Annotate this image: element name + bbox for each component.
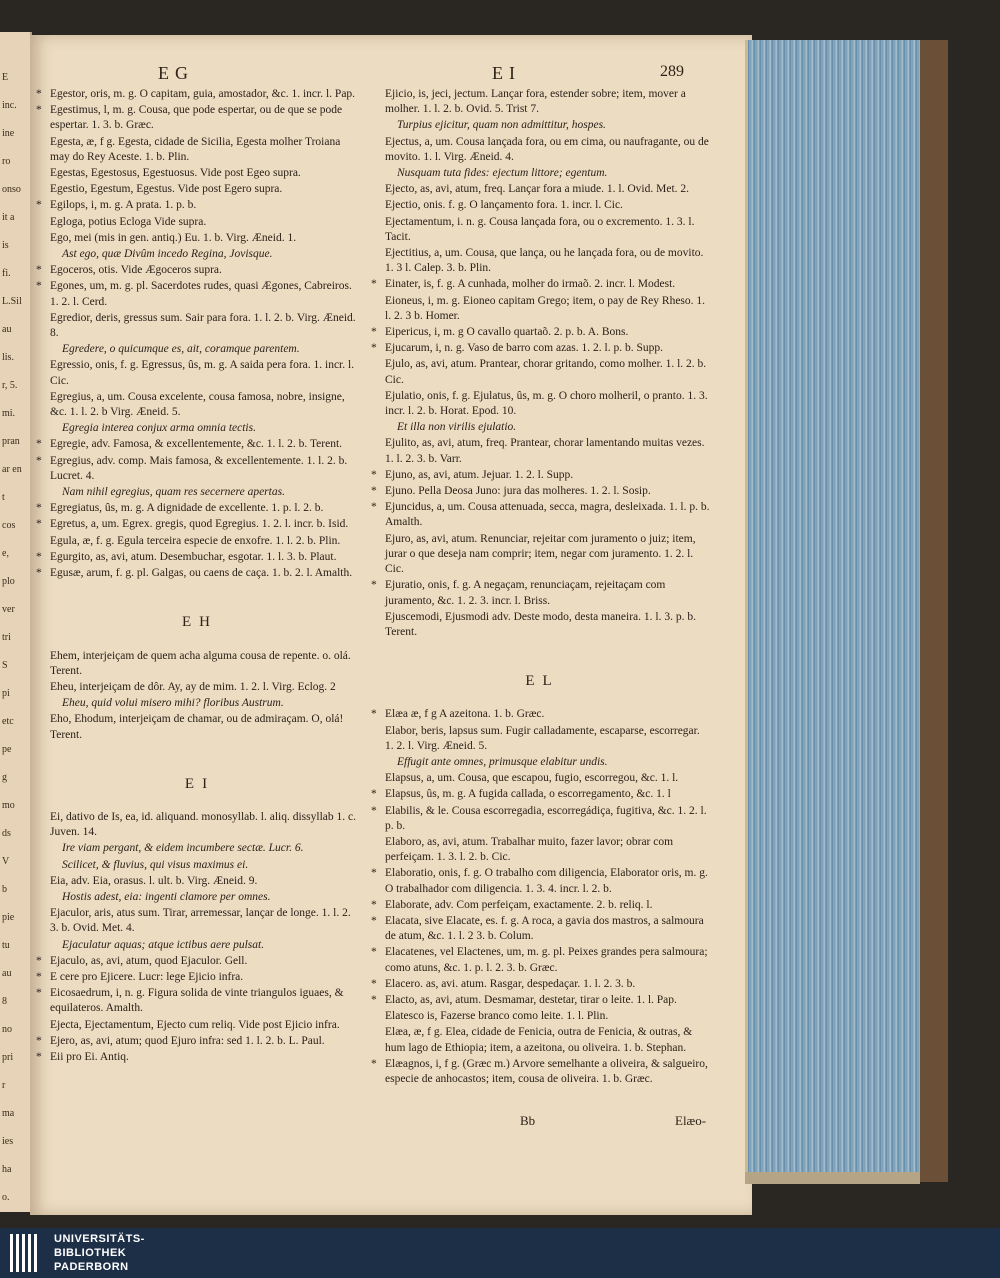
entry-text: Ejectio, onis. f. g. O lançamento fora. 1. incr. l. Cic. <box>385 199 623 212</box>
entry-text: Elaboro, as, avi, atum. Trabalhar muito, fazer lavor; obrar com perfeiçam. 1. 3. l. 2. b. Cic. <box>385 835 674 864</box>
dictionary-entry <box>375 198 710 213</box>
dictionary-entry <box>375 1009 710 1024</box>
entry-text: Egoceros, otis. Vide Ægoceros supra. <box>50 264 222 277</box>
entry-text: Ejucarum, i, n. g. Vaso de barro com azas. 1. 2. l. p. b. Supp. <box>385 342 663 355</box>
dictionary-entry <box>371 468 710 483</box>
entry-text: Ast ego, quæ Divûm incedo Regina, Jovisque. <box>62 248 273 261</box>
entry-text: Ejecta, Ejectamentum, Ejecto cum reliq. Vide post Ejicio infra. <box>50 1018 340 1031</box>
dictionary-entry <box>36 1034 360 1049</box>
section-heading-eh: EH <box>182 614 218 631</box>
entry-text: Egressio, onis, f. g. Egressus, ûs, m. g. A saida pera fora. 1. incr. l. Cic. <box>50 359 355 387</box>
entry-text: Turpius ejicitur, quam non admittitur, hospes. <box>397 119 606 132</box>
dictionary-entry <box>371 977 710 992</box>
left-page-fragment <box>0 32 32 1212</box>
library-logo-text <box>54 1232 145 1274</box>
quotation-line <box>375 755 710 770</box>
left-page-text-fragment: r, 5. <box>2 380 18 391</box>
left-page-text-fragment: pi <box>2 688 10 699</box>
dictionary-entry <box>40 182 360 197</box>
asterisk-marker-icon: * <box>36 1034 42 1047</box>
entry-text: Ego, mei (mis in gen. antiq.) Eu. 1. b. Virg. Æneid. 1. <box>50 231 297 244</box>
dictionary-entry <box>371 1057 710 1087</box>
dictionary-entry <box>40 810 360 840</box>
dictionary-entry <box>375 1025 710 1055</box>
entry-text: Egilops, i, m. g. A prata. 1. p. b. <box>50 199 197 212</box>
dictionary-entry <box>36 198 360 213</box>
left-page-text-fragment: ies <box>2 1136 14 1147</box>
entry-text: Elatesco is, Fazerse branco como leite. 1. l. Plin. <box>385 1010 609 1023</box>
asterisk-marker-icon: * <box>36 88 42 100</box>
dictionary-entry <box>371 500 710 530</box>
entry-text: Scilicet, & fluvius, qui visus maximus ei. <box>62 858 249 871</box>
entry-text: Ejaculo, as, avi, atum, quod Ejaculor. Gell. <box>50 954 248 967</box>
dictionary-entry <box>371 484 710 499</box>
dictionary-entry <box>40 135 360 165</box>
eh-entry-list <box>40 649 360 743</box>
asterisk-marker-icon: * <box>36 454 42 467</box>
dictionary-entry <box>40 166 360 181</box>
ei-entry-list-right <box>371 87 710 640</box>
left-page-text-fragment: tu <box>2 940 10 951</box>
asterisk-marker-icon: * <box>36 550 42 563</box>
entry-text: Egretus, a, um. Egrex. gregis, quod Egregius. 1. 2. l. incr. b. Isid. <box>50 518 349 531</box>
left-running-head: EG <box>158 63 194 83</box>
dictionary-entry <box>36 263 360 278</box>
entry-text: Egones, um, m. g. pl. Sacerdotes rudes, quasi Ægones, Cabreiros. 1. 2. l. Cerd. <box>50 280 352 308</box>
entry-text: Egesta, æ, f g. Egesta, cidade de Sicilia, Egesta molher Troiana may do Rey Aceste. 1. b. Plin. <box>50 135 341 163</box>
entry-text: Et illa non virilis ejulatio. <box>397 421 517 434</box>
left-page-text-fragment: o. <box>2 1192 10 1203</box>
entry-text: Egestas, Egestosus, Egestuosus. Vide post Egeo supra. <box>50 167 301 180</box>
dictionary-entry <box>371 945 710 975</box>
entry-text: Eii pro Ei. Antiq. <box>50 1050 129 1063</box>
entry-text: Elabor, beris, lapsus sum. Fugir calladamente, escaparse, escorregar. 1. 2. l. Virg. Æneid. 5. <box>385 724 700 752</box>
entry-text: Ejectus, a, um. Cousa lançada fora, ou em cima, ou naufragante, ou de movito. 1. l. Virg. Æneid. 4. <box>385 135 709 163</box>
entry-text: Ejuno. Pella Deosa Juno: jura das molheres. 1. 2. l. Sosip. <box>385 485 651 498</box>
left-page-text-fragment: ds <box>2 828 11 839</box>
entry-text: Egredior, deris, gressus sum. Sair para fora. 1. l. 2. b. Virg. Æneid. 8. <box>50 311 356 340</box>
asterisk-marker-icon: * <box>371 278 377 291</box>
entry-text: Elacatenes, vel Elactenes, um, m. g. pl. Peixes grandes pera salmoura; como atuns, &c. 1. p. l. 2. 3. b. Græc. <box>385 946 708 974</box>
entry-text: Hostis adest, eia: ingenti clamore per omnes. <box>62 890 271 903</box>
entry-text: Ejulito, as, avi, atum, freq. Prantear, chorar lamentando muitas vezes. 1. l. 2. 3. b. Varr. <box>385 437 705 465</box>
asterisk-marker-icon: * <box>371 326 377 339</box>
entry-text: Egula, æ, f. g. Egula terceira especie de enxofre. 1. l. 2. b. Plin. <box>50 534 341 547</box>
left-page-text-fragment: cos <box>2 520 16 531</box>
dictionary-entry <box>371 277 710 292</box>
library-logo-icon <box>10 1234 44 1272</box>
logo-line-3: PADERBORN <box>54 1261 129 1273</box>
dictionary-entry <box>371 898 710 913</box>
entry-text: Ejuncidus, a, um. Cousa attenuada, secca, magra, desleixada. 1. l. p. b. Amalth. <box>385 501 710 529</box>
dictionary-entry <box>36 517 360 532</box>
entry-text: Egregia interea conjux arma omnia tectis. <box>62 422 256 435</box>
entry-text: Elaborate, adv. Com perfeiçam, exactamente. 2. b. reliq. l. <box>385 898 653 911</box>
dictionary-entry <box>371 787 710 802</box>
dictionary-entry <box>375 215 710 245</box>
dictionary-entry <box>371 707 710 722</box>
entry-text: Egloga, potius Ecloga Vide supra. <box>50 215 207 228</box>
asterisk-marker-icon: * <box>371 898 377 911</box>
dictionary-entry <box>40 1018 360 1033</box>
dictionary-entry <box>36 954 360 969</box>
catchword: Elæo- <box>675 1113 707 1128</box>
asterisk-marker-icon: * <box>36 199 42 212</box>
dictionary-entry <box>40 906 360 936</box>
left-page-text-fragment: pie <box>2 912 15 923</box>
asterisk-marker-icon: * <box>36 987 42 1000</box>
left-column <box>36 87 360 1066</box>
entry-text: Ejectitius, a, um. Cousa, que lança, ou he lançada fora, ou de movito. 1. 3 l. Calep. 3. b. Plin. <box>385 247 704 275</box>
dictionary-entry <box>371 993 710 1008</box>
entry-text: Elacero. as, avi. atum. Rasgar, despedaçar. 1. l. 2. 3. b. <box>385 977 636 990</box>
entry-text: Ire viam pergant, & eidem incumbere sectæ. Lucr. 6. <box>62 842 304 855</box>
asterisk-marker-icon: * <box>36 104 42 117</box>
entry-text: Egregius, adv. comp. Mais famosa, & excellentemente. 1. l. 2. b. Lucret. 4. <box>50 454 348 482</box>
dictionary-entry <box>371 578 710 608</box>
entry-text: Nam nihil egregius, quam res secernere apertas. <box>62 486 285 499</box>
asterisk-marker-icon: * <box>371 804 377 817</box>
dictionary-entry <box>36 454 360 484</box>
dictionary-entry <box>40 231 360 246</box>
dictionary-entry <box>36 87 360 102</box>
dictionary-entry <box>375 389 710 419</box>
entry-text: Elæa æ, f g A azeitona. 1. b. Græc. <box>385 708 545 721</box>
left-page-text-fragment: lis. <box>2 352 14 363</box>
dictionary-entry <box>375 246 710 276</box>
left-page-text-fragment: onso <box>2 184 21 195</box>
page-block-bottom <box>745 1172 920 1184</box>
asterisk-marker-icon: * <box>36 280 42 293</box>
entry-text: Effugit ante omnes, primusque elabitur undis. <box>397 755 608 768</box>
quotation-line <box>375 118 710 133</box>
asterisk-marker-icon: * <box>371 977 377 990</box>
quotation-line <box>40 247 360 262</box>
asterisk-marker-icon: * <box>371 946 377 959</box>
quotation-line <box>40 938 360 953</box>
entry-text: Elapsus, a, um. Cousa, que escapou, fugio, escorregou, &c. 1. l. <box>385 772 679 785</box>
entry-text: Eho, Ehodum, interjeiçam de chamar, ou de admiraçam. O, olá! Terent. <box>50 713 344 741</box>
entry-text: Egregiatus, ûs, m. g. A dignidade de excellente. 1. p. l. 2. b. <box>50 502 324 515</box>
dictionary-entry <box>36 566 360 581</box>
entry-text: Elæa, æ, f g. Elea, cidade de Fenicia, outra de Fenicia, & outras, & hum lago de Ethiopia; item, a azeitona, ou oliveira. 1. b. Stephan. <box>385 1026 693 1054</box>
entry-text: Ejaculor, aris, atus sum. Tirar, arremessar, lançar de longe. 1. l. 2. 3. b. Ovid. Met. 4. <box>50 907 351 935</box>
entry-text: Elacata, sive Elacate, es. f. g. A roca, a gavia dos mastros, a salmoura de atum, &c. 1. l. 2 3. b. Colum. <box>385 914 704 943</box>
dictionary-entry <box>375 771 710 786</box>
left-page-text-fragment: pran <box>2 436 20 447</box>
entry-text: E cere pro Ejicere. Lucr: lege Ejicio infra. <box>50 970 244 983</box>
dictionary-entry <box>371 914 710 944</box>
asterisk-marker-icon: * <box>371 914 377 927</box>
left-page-text-fragment: S <box>2 660 8 671</box>
dictionary-entry <box>40 649 360 679</box>
left-page-text-fragment: b <box>2 884 7 895</box>
quotation-line <box>40 421 360 436</box>
left-page-text-fragment: au <box>2 968 12 979</box>
entry-text: Egestimus, l, m. g. Cousa, que pode espertar, ou de que se pode espertar. 1. 3. b. Græc. <box>50 104 343 132</box>
page-number: 289 <box>660 63 684 80</box>
entry-text: Einater, is, f. g. A cunhada, molher do irmaõ. 2. incr. l. Modest. <box>385 278 676 291</box>
left-page-text-fragment: au <box>2 324 12 335</box>
dictionary-entry <box>40 215 360 230</box>
entry-text: Egredere, o quicumque es, ait, coramque parentem. <box>62 343 300 356</box>
el-entry-list <box>371 707 710 1087</box>
entry-text: Ejulo, as, avi, atum. Prantear, chorar gritando, como molher. 1. l. 2. b. Cic. <box>385 358 707 386</box>
entry-text: Eicosaedrum, i, n. g. Figura solida de vinte triangulos iguaes, & equilateros. Amalth. <box>50 987 344 1015</box>
dictionary-entry <box>375 294 710 324</box>
quotation-line <box>40 890 360 905</box>
asterisk-marker-icon: * <box>371 579 377 592</box>
entry-text: Ejero, as, avi, atum; quod Ejuro infra: sed 1. l. 2. b. L. Paul. <box>50 1034 325 1047</box>
left-page-text-fragment: g <box>2 772 7 783</box>
entry-text: Egestor, oris, m. g. O capitam, guia, amostador, &c. 1. incr. l. Pap. <box>50 88 356 100</box>
dictionary-entry <box>375 87 710 117</box>
entry-text: Ejulatio, onis, f. g. Ejulatus, ûs, m. g. O choro molheril, o pranto. 1. 3. incr. l. 2. b. Horat. Epod. 10. <box>385 389 708 418</box>
dictionary-entry <box>36 437 360 452</box>
entry-text: Eia, adv. Eia, orasus. l. ult. b. Virg. Æneid. 9. <box>50 874 258 887</box>
entry-text: Eheu, interjeiçam de dôr. Ay, ay de mim. 1. 2. l. Virg. Eclog. 2 <box>50 680 336 693</box>
entry-text: Ejectamentum, i. n. g. Cousa lançada fora, ou o excremento. 1. 3. l. Tacit. <box>385 215 695 243</box>
asterisk-marker-icon: * <box>36 438 42 451</box>
left-page-text-fragment: etc <box>2 716 14 727</box>
dictionary-entry <box>375 532 710 578</box>
asterisk-marker-icon: * <box>36 567 42 580</box>
asterisk-marker-icon: * <box>371 788 377 801</box>
dictionary-entry <box>40 358 360 388</box>
asterisk-marker-icon: * <box>371 501 377 514</box>
left-page-text-fragment: ro <box>2 156 11 167</box>
entry-text: Elapsus, ûs, m. g. A fugida callada, o escorregamento, &c. 1. l <box>385 788 671 801</box>
quotation-line <box>375 166 710 181</box>
entry-text: Ejuscemodi, Ejusmodi adv. Deste modo, desta maneira. 1. l. 3. p. b. Terent. <box>385 610 696 638</box>
quotation-line <box>40 696 360 711</box>
dictionary-entry <box>36 279 360 309</box>
left-page-text-fragment: it a <box>2 212 15 223</box>
dictionary-entry <box>40 680 360 695</box>
quotation-line <box>40 342 360 357</box>
left-page-text-fragment: 8 <box>2 996 7 1007</box>
quotation-line <box>375 420 710 435</box>
left-page-text-fragment: mi. <box>2 408 16 419</box>
section-heading-ei: EI <box>184 775 216 792</box>
asterisk-marker-icon: * <box>371 708 377 721</box>
entry-text: Ei, dativo de Is, ea, id. aliquand. monosyllab. l. aliq. dissyllab 1. c. Juven. 14. <box>50 810 356 839</box>
dictionary-entry <box>36 970 360 985</box>
dictionary-entry <box>40 311 360 341</box>
dictionary-entry <box>371 866 710 896</box>
quotation-line <box>40 841 360 856</box>
left-page-text-fragment: ma <box>2 1108 15 1119</box>
asterisk-marker-icon: * <box>36 264 42 277</box>
dictionary-entry <box>375 724 710 754</box>
asterisk-marker-icon: * <box>371 485 377 498</box>
ei-entry-list-left <box>36 810 360 1065</box>
asterisk-marker-icon: * <box>371 468 377 481</box>
right-running-head: EI <box>492 63 521 83</box>
left-page-text-fragment: L.Sil <box>2 296 22 307</box>
logo-line-2: BIBLIOTHEK <box>54 1247 127 1259</box>
entry-text: Egestio, Egestum, Egestus. Vide post Egero supra. <box>50 183 283 196</box>
dictionary-entry <box>375 610 710 640</box>
left-page-text-fragment: e, <box>2 548 9 559</box>
left-page-text-fragment: plo <box>2 576 15 587</box>
right-column <box>371 87 710 1088</box>
dictionary-entry <box>36 550 360 565</box>
entry-text: Elabilis, & le. Cousa escorregadia, escorregádiça, fugitiva, &c. 1. 2. l. p. b. <box>385 804 707 832</box>
logo-line-1: UNIVERSITÄTS- <box>54 1233 145 1245</box>
entry-text: Egusæ, arum, f. g. pl. Galgas, ou caens de caça. 1. b. 2. l. Amalth. <box>50 567 353 580</box>
dictionary-entry <box>371 804 710 834</box>
entry-text: Elaboratio, onis, f. g. O trabalho com diligencia, Elaborator oris, m. g. O trabalhador com diligencia. 1. 3. 4. incr. l. 2. b. <box>385 867 708 895</box>
left-page-text-fragment: is <box>2 240 9 251</box>
entry-text: Eioneus, i, m. g. Eioneo capitam Grego; item, o pay de Rey Rheso. 1. l. 2. 3 b. Homer. <box>385 294 706 322</box>
left-page-text-fragment: ine <box>2 128 15 139</box>
book-cover-edge <box>920 40 948 1182</box>
dictionary-entry <box>371 341 710 356</box>
entry-text: Nusquam tuta fides: ejectum littore; egentum. <box>397 167 608 180</box>
left-page-text-fragment: pe <box>2 744 12 755</box>
library-footer-bar <box>0 1228 1000 1278</box>
dictionary-entry <box>375 436 710 466</box>
dictionary-entry <box>371 325 710 340</box>
left-page-text-fragment: ha <box>2 1164 12 1175</box>
entry-text: Ejuno, as, avi, atum. Jejuar. 1. 2. l. Supp. <box>385 468 574 481</box>
entry-text: Egregius, a, um. Cousa excelente, cousa famosa, nobre, insigne, &c. 1. l. 2. b Virg. Æneid. 5. <box>50 390 345 419</box>
dictionary-entry <box>40 534 360 549</box>
eg-entry-list <box>36 87 360 581</box>
asterisk-marker-icon: * <box>36 1050 42 1063</box>
asterisk-marker-icon: * <box>371 993 377 1006</box>
quotation-line <box>40 485 360 500</box>
entry-text: Egurgito, as, avi, atum. Desembuchar, esgotar. 1. l. 3. b. Plaut. <box>50 550 337 563</box>
left-page-text-fragment: no <box>2 1024 12 1035</box>
asterisk-marker-icon: * <box>36 518 42 531</box>
asterisk-marker-icon: * <box>36 970 42 983</box>
left-page-text-fragment: ver <box>2 604 15 615</box>
entry-text: Ejuratio, onis, f. g. A negaçam, renunciaçam, rejeitaçam com juramento, &c. 1. 2. 3. incr. l. Briss. <box>385 579 666 607</box>
left-page-text-fragment: inc. <box>2 100 17 111</box>
dictionary-entry <box>36 986 360 1016</box>
entry-text: Eipericus, i, m. g O cavallo quartaõ. 2. p. b. A. Bons. <box>385 326 629 339</box>
signature-mark: Bb <box>520 1113 536 1128</box>
dictionary-entry <box>40 874 360 889</box>
left-page-text-fragment: tri <box>2 632 11 643</box>
left-page-text-fragment: V <box>2 856 10 867</box>
entry-text: Ejuro, as, avi, atum. Renunciar, rejeitar com juramento o juiz; item, jurar o que deseja nam comprir; item, negar com juramento. 1. 2. l. Cic. <box>385 532 696 576</box>
entry-text: Ehem, interjeiçam de quem acha alguma cousa de repente. o. olá. Terent. <box>50 649 351 677</box>
entry-text: Egregie, adv. Famosa, & excellentemente, &c. 1. l. 2. b. Terent. <box>50 438 343 451</box>
dictionary-entry <box>375 357 710 387</box>
entry-text: Elacto, as, avi, atum. Desmamar, destetar, tirar o leite. 1. l. Pap. <box>385 993 677 1006</box>
asterisk-marker-icon: * <box>36 502 42 515</box>
asterisk-marker-icon: * <box>371 1057 377 1070</box>
entry-text: Ejecto, as, avi, atum, freq. Lançar fora a miude. 1. l. Ovid. Met. 2. <box>385 183 690 196</box>
left-page-text-fragment: pri <box>2 1052 14 1063</box>
right-page <box>30 35 752 1215</box>
entry-text: Eheu, quid volui misero mihi? floribus Austrum. <box>62 697 284 710</box>
dictionary-entry <box>36 103 360 133</box>
dictionary-entry <box>375 182 710 197</box>
asterisk-marker-icon: * <box>371 342 377 355</box>
page-block-edge <box>745 40 923 1182</box>
entry-text: Elæagnos, i, f g. (Græc m.) Arvore semelhante a oliveira, & salgueiro, especie de anhocastos; item, cousa de oliveira. 1. b. Græc. <box>385 1057 708 1085</box>
dictionary-entry <box>36 1050 360 1065</box>
left-page-text-fragment: fi. <box>2 268 11 279</box>
dictionary-entry <box>40 712 360 742</box>
asterisk-marker-icon: * <box>36 954 42 967</box>
left-page-text-fragment: E <box>2 72 9 83</box>
left-page-text-fragment: t <box>2 492 5 503</box>
entry-text: Ejaculatur aquas; atque ictibus aere pulsat. <box>62 938 265 951</box>
asterisk-marker-icon: * <box>371 867 377 880</box>
left-page-text-fragment: ar en <box>2 464 22 475</box>
section-heading-el: EL <box>525 673 560 690</box>
left-page-text-fragment: mo <box>2 800 15 811</box>
left-page-text-fragment: r <box>2 1080 6 1091</box>
dictionary-entry <box>375 135 710 165</box>
entry-text: Ejicio, is, jeci, jectum. Lançar fora, estender sobre; item, mover a molher. 1. l. 2. b. Ovid. 5. Trist 7. <box>385 88 686 116</box>
dictionary-entry <box>36 501 360 516</box>
dictionary-entry <box>40 390 360 420</box>
dictionary-entry <box>375 835 710 865</box>
quotation-line <box>40 858 360 873</box>
